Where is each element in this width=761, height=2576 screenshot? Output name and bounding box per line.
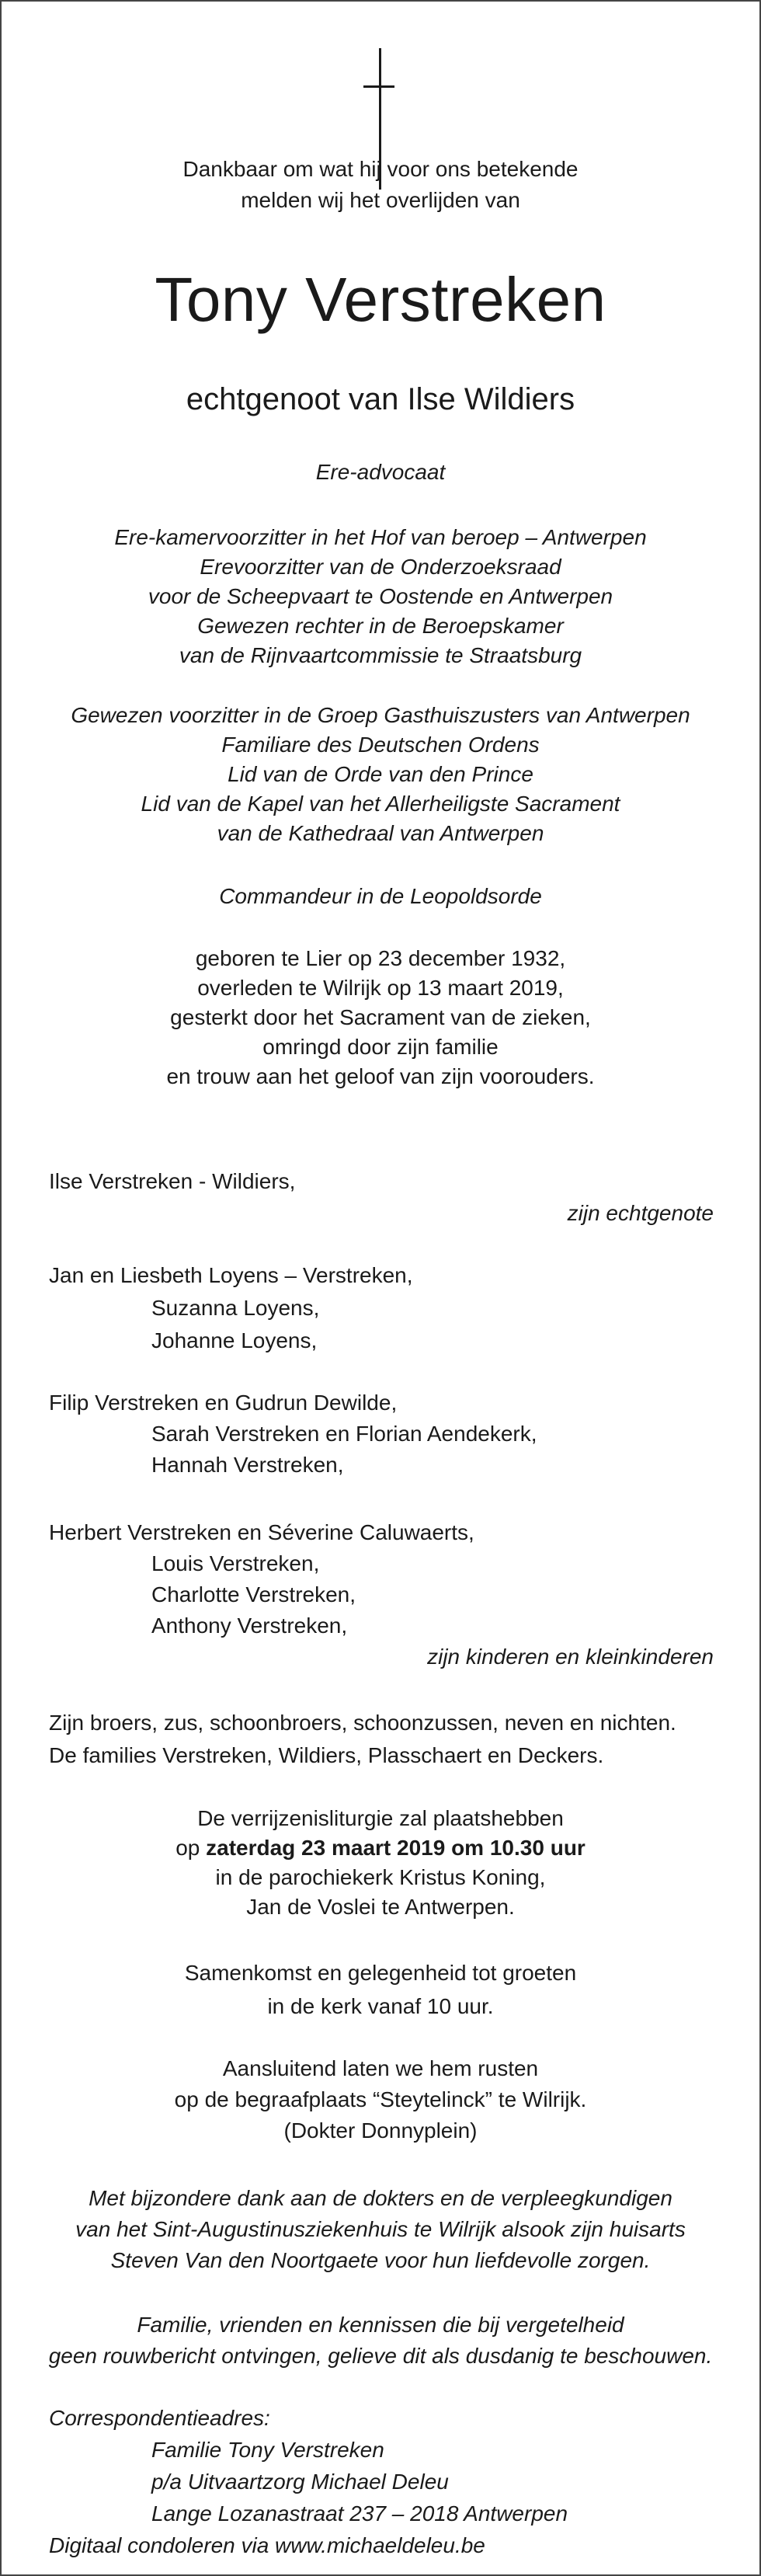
- gathering-line: Samenkomst en gelegenheid tot groeten: [184, 1961, 577, 1985]
- thanks: [0, 2183, 761, 2276]
- title-line: Familiare des Deutschen Ordens: [221, 733, 540, 757]
- relatives: [49, 1707, 714, 1772]
- correspondence-line: p/a Uitvaartzorg Michael Deleu: [151, 2470, 449, 2494]
- correspondence: [49, 2402, 714, 2561]
- child-parent: Filip Verstreken en Gudrun Dewilde,: [49, 1391, 398, 1415]
- funeral-line: De verrijzenisliturgie zal plaatshebben: [197, 1806, 564, 1830]
- title-line: Ere-kamervoorzitter in het Hof van beroep – Antwerpen: [114, 525, 647, 549]
- wife-name: Ilse Verstreken - Wildiers,: [49, 1169, 296, 1193]
- title-line: van de Rijnvaartcommissie te Straatsburg: [179, 643, 582, 667]
- children-family-2: [49, 1387, 714, 1481]
- child-parent: Jan en Liesbeth Loyens – Verstreken,: [49, 1263, 413, 1287]
- funeral-line: in de parochiekerk Kristus Koning,: [215, 1865, 546, 1889]
- relatives-line: Zijn broers, zus, schoonbroers, schoonzussen, neven en nichten.: [49, 1711, 676, 1735]
- grandchild: Suzanna Loyens,: [151, 1296, 320, 1320]
- title-line: Gewezen rechter in de Beroepskamer: [197, 614, 564, 638]
- life-details: [0, 944, 761, 1091]
- children-role: zijn kinderen en kleinkinderen: [427, 1645, 714, 1669]
- gathering-line: in de kerk vanaf 10 uur.: [267, 1994, 494, 2018]
- burial: [0, 2053, 761, 2146]
- gathering: [0, 1956, 761, 2023]
- child-parent: Herbert Verstreken en Séverine Caluwaerts,: [49, 1520, 474, 1544]
- title-line: voor de Scheepvaart te Oostende en Antwerpen: [148, 584, 613, 608]
- wife-role: zijn echtgenote: [567, 1201, 714, 1225]
- intro-line: Dankbaar om wat hij voor ons betekende: [182, 157, 579, 181]
- burial-line: Aansluitend laten we hem rusten: [222, 2056, 539, 2080]
- life-line: gesterkt door het Sacrament van de zieken,: [170, 1005, 591, 1029]
- funeral-details: [0, 1804, 761, 1922]
- decoration: Commandeur in de Leopoldsorde: [219, 884, 542, 908]
- children-family-1: [49, 1259, 714, 1357]
- life-line: omringd door zijn familie: [262, 1035, 499, 1059]
- relatives-line: De families Verstreken, Wildiers, Plasschaert en Deckers.: [49, 1743, 604, 1767]
- funeral-line: Jan de Voslei te Antwerpen.: [246, 1895, 515, 1919]
- online-condolence-link[interactable]: Digitaal condoleren via www.michaeldeleu.be: [49, 2533, 485, 2557]
- grandchild: Anthony Verstreken,: [151, 1613, 348, 1638]
- titles-2: [0, 701, 761, 848]
- title-line: Lid van de Orde van den Prince: [228, 762, 533, 786]
- intro-line: melden wij het overlijden van: [241, 188, 520, 212]
- correspondence-line: Familie Tony Verstreken: [151, 2438, 384, 2462]
- funeral-prefix: op: [175, 1836, 207, 1860]
- thanks-line: Steven Van den Noortgaete voor hun liefdevolle zorgen.: [110, 2248, 651, 2272]
- grandchild: Sarah Verstreken en Florian Aendekerk,: [151, 1422, 537, 1446]
- deceased-name: Tony Verstreken: [155, 265, 606, 334]
- notice-line: geen rouwbericht ontvingen, gelieve dit als dusdanig te beschouwen.: [48, 2344, 713, 2368]
- title-line: Lid van de Kapel van het Allerheiligste Sacrament: [141, 792, 620, 816]
- burial-line: (Dokter Donnyplein): [283, 2118, 478, 2143]
- grandchild: Louis Verstreken,: [151, 1551, 320, 1575]
- wife-block: [49, 1165, 714, 1229]
- grandchild: Charlotte Verstreken,: [151, 1582, 356, 1607]
- title-line: Gewezen voorzitter in de Groep Gasthuiszusters van Antwerpen: [71, 703, 690, 727]
- funeral-date-line: [0, 1833, 761, 1863]
- life-line: overleden te Wilrijk op 13 maart 2019,: [197, 976, 564, 1000]
- life-line: en trouw aan het geloof van zijn voorouders.: [166, 1064, 595, 1088]
- titles-1: [0, 523, 761, 670]
- intro: [0, 154, 761, 216]
- funeral-date: zaterdag 23 maart 2019 om 10.30 uur: [206, 1836, 586, 1860]
- thanks-line: van het Sint-Augustinusziekenhuis te Wilrijk alsook zijn huisarts: [75, 2217, 686, 2241]
- spouse-line: echtgenoot van Ilse Wildiers: [186, 382, 575, 416]
- thanks-line: Met bijzondere dank aan de dokters en de verpleegkundigen: [89, 2186, 672, 2210]
- title-line: van de Kathedraal van Antwerpen: [217, 821, 544, 845]
- correspondence-label: Correspondentieadres:: [49, 2406, 270, 2430]
- burial-line: op de begraafplaats “Steytelinck” te Wilrijk.: [174, 2087, 587, 2111]
- notice-line: Familie, vrienden en kennissen die bij vergetelheid: [137, 2313, 624, 2337]
- grandchild: Johanne Loyens,: [151, 1328, 318, 1352]
- title-line: Erevoorzitter van de Onderzoeksraad: [200, 555, 561, 579]
- correspondence-line: Lange Lozanastraat 237 – 2018 Antwerpen: [151, 2501, 568, 2526]
- children-family-3: [49, 1517, 714, 1673]
- profession: Ere-advocaat: [315, 460, 446, 484]
- grandchild: Hannah Verstreken,: [151, 1453, 344, 1477]
- notice: [0, 2310, 761, 2372]
- life-line: geboren te Lier op 23 december 1932,: [195, 946, 566, 970]
